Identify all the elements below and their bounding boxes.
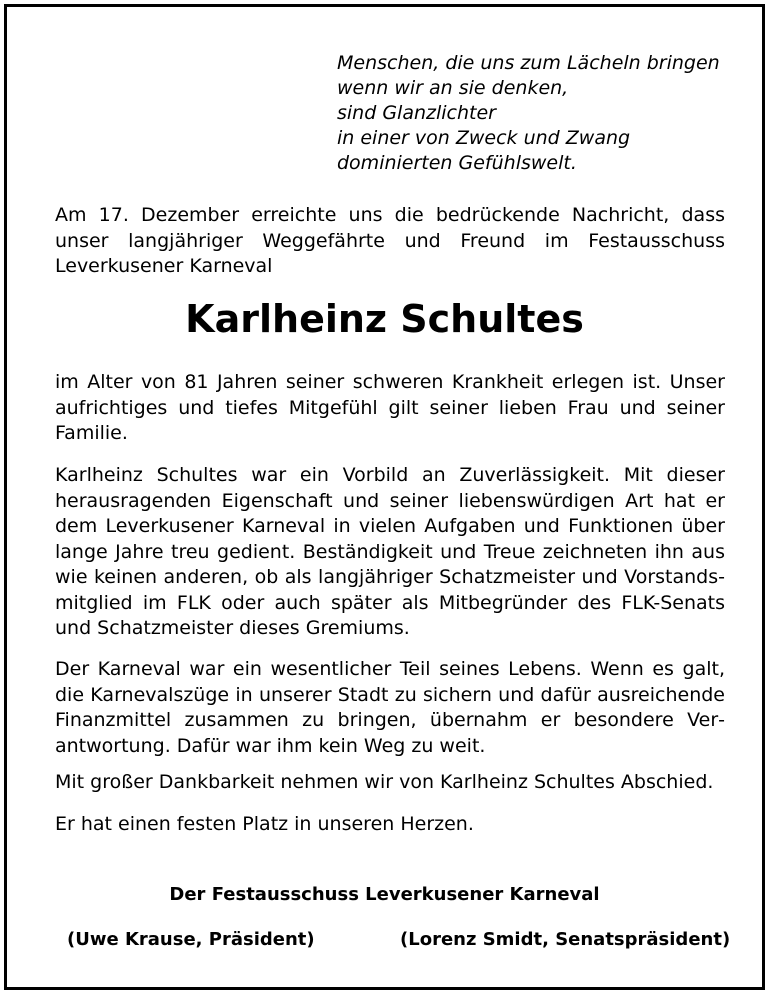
organization-name: Der Festausschuss Leverkusener Karneval (169, 884, 600, 905)
paragraph-age: im Alter von 81 Jahren seiner schweren Krankheit erlegen ist. Unser aufrichtiges und tiefes Mitgefühl gilt seiner lieben Frau und seiner Familie. (55, 371, 725, 444)
deceased-name: Karlheinz Schultes (185, 297, 584, 341)
poem-line: in einer von Zweck und Zwang (337, 127, 631, 149)
paragraph-farewell: Mit großer Dankbarkeit nehmen wir von Karlheinz Schultes Abschied. (55, 771, 714, 793)
poem (337, 51, 720, 176)
poem-line: wenn wir an sie denken, (337, 77, 569, 99)
paragraph-hearts: Er hat einen festen Platz in unseren Herzen. (55, 813, 474, 835)
signature-left: (Uwe Krause, Präsident) (67, 929, 315, 950)
paragraph-carnival: Der Karneval war ein wesentlicher Teil seines Lebens. Wenn es galt, die Karnevalszüge in unserer Stadt zu sichern und dafür ausreichende Finanzmittel zusammen zu bringen, übernahm er besondere Verantwortung. Dafür war ihm kein Weg zu weit. (55, 658, 725, 757)
intro-paragraph: Am 17. Dezember erreichte uns die bedrückende Nachricht, dass unser langjähriger Weggefährte und Freund im Festausschuss Leverkusener Karneval (55, 204, 725, 277)
poem-line: sind Glanzlichter (337, 102, 496, 124)
poem-line: dominierten Gefühlswelt. (337, 152, 577, 174)
signature-right: (Lorenz Smidt, Senatspräsident) (400, 929, 731, 950)
paragraph-tribute: Karlheinz Schultes war ein Vorbild an Zuverlässigkeit. Mit dieser herausragenden Eigenschaft und seiner liebenswürdigen Art hat er dem Leverkusener Karneval in vielen Aufgaben und Funktionen über lange Jahre treu gedient. Beständigkeit und Treue zeichneten ihn aus wie keinen anderen, ob als langjähriger Schatzmeister und Vorstandsmitglied im FLK oder auch später als Mitbegründer des FLK-Senats und Schatzmeister dieses Gremiums. (55, 464, 725, 639)
obituary-frame (4, 4, 765, 990)
poem-line: Menschen, die uns zum Lächeln bringen (337, 52, 720, 74)
